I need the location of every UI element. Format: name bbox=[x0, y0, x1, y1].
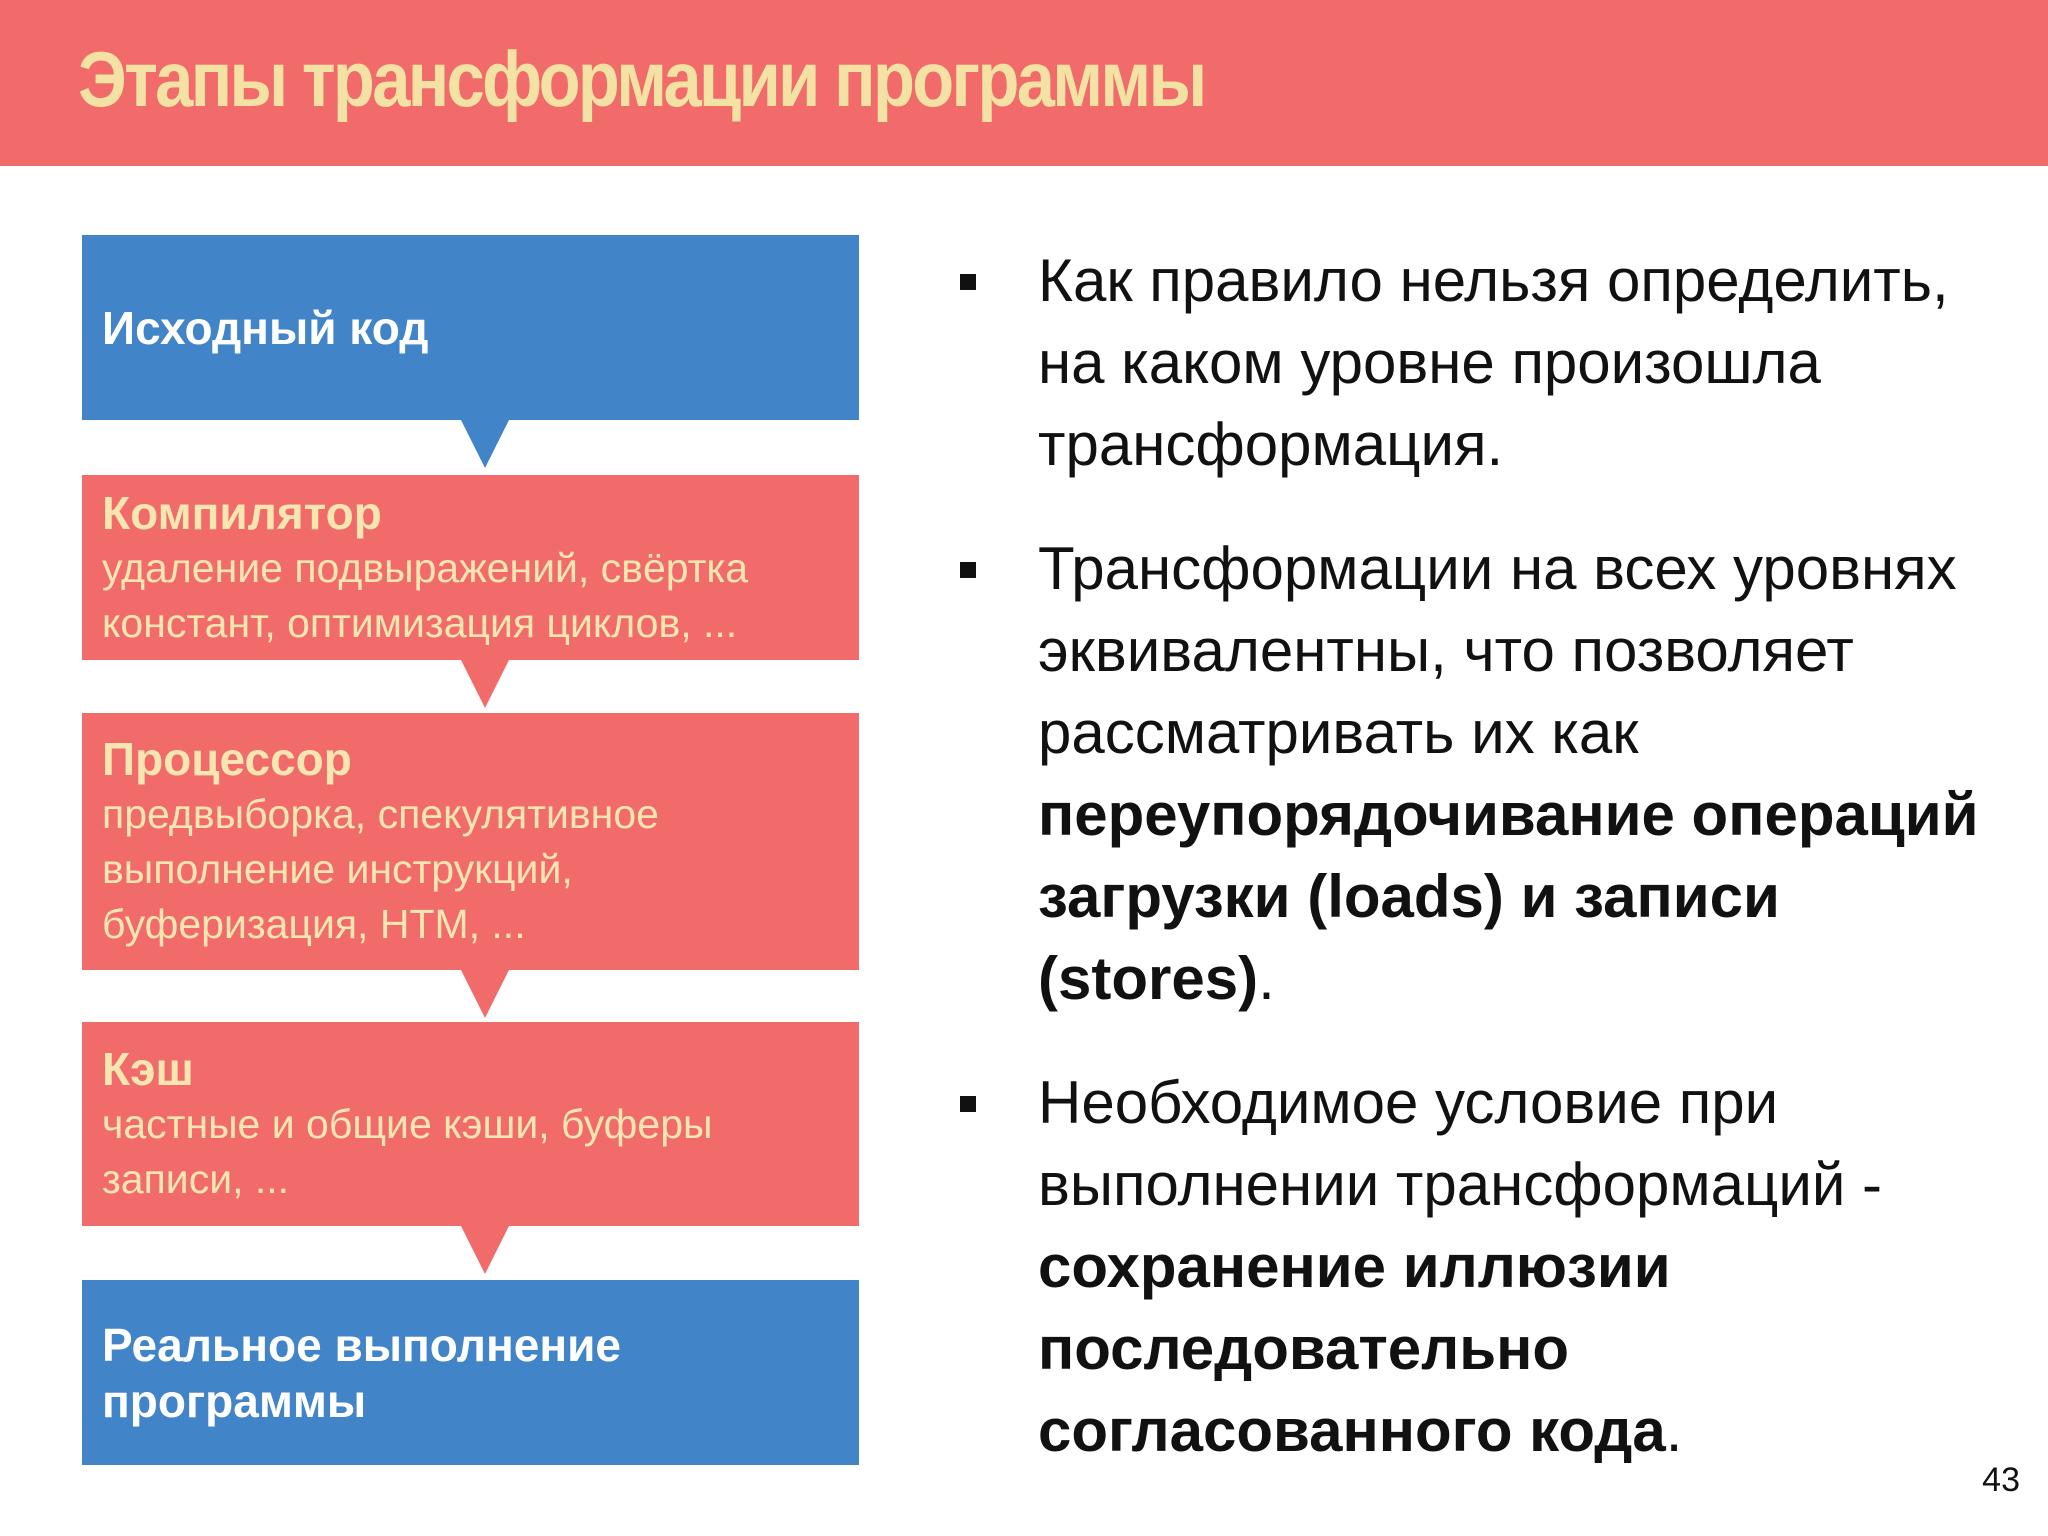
stage-description: предвыборка, спекулятивное выполнение инструкций, буферизация, HTM, ... bbox=[102, 791, 659, 947]
stage-source-code bbox=[82, 235, 859, 420]
bullet-item bbox=[960, 528, 2010, 1020]
arrow-down-icon bbox=[461, 1226, 509, 1274]
bullet-list bbox=[960, 240, 2010, 1472]
arrow-down-icon bbox=[461, 660, 509, 708]
square-bullet-icon bbox=[960, 274, 976, 290]
stage-title: Кэш bbox=[102, 1043, 194, 1095]
square-bullet-icon bbox=[960, 562, 976, 578]
arrow-down-icon bbox=[461, 970, 509, 1018]
bullet-item bbox=[960, 240, 2010, 486]
square-bullet-icon bbox=[960, 1096, 976, 1112]
bullet-item bbox=[960, 1062, 2010, 1472]
bullet-emphasis: переупорядочивание операций загрузки (loads) и записи (stores) bbox=[1038, 781, 1979, 1012]
stage-title: Исходный код bbox=[102, 301, 429, 354]
bullet-text: Необходимое условие при выполнении трансформаций - bbox=[1038, 1069, 1883, 1218]
bullet-text: . bbox=[1665, 1397, 1683, 1464]
stage-description: удаление подвыражений, свёртка констант, оптимизация циклов, ... bbox=[102, 544, 749, 646]
stage-title: Реальное выполнение программы bbox=[102, 1318, 621, 1427]
stage-compiler bbox=[82, 475, 859, 660]
bullet-text: Как правило нельзя определить, на каком уровне произошла трансформация. bbox=[1038, 247, 1949, 478]
stage-processor bbox=[82, 713, 859, 970]
stage-description: частные и общие кэши, буферы записи, ... bbox=[102, 1101, 713, 1202]
bullet-text: Трансформации на всех уровнях эквивалентны, что позволяет рассматривать их как bbox=[1038, 535, 1957, 766]
slide-header bbox=[0, 0, 2048, 166]
slide-title: Этапы трансформации программы bbox=[78, 35, 1205, 123]
page-number: 43 bbox=[1982, 1461, 2020, 1499]
stage-title: Компилятор bbox=[102, 486, 382, 539]
bullet-text: . bbox=[1258, 945, 1275, 1012]
stage-cache bbox=[82, 1022, 859, 1226]
stage-title: Процессор bbox=[102, 733, 352, 785]
bullet-emphasis: сохранение иллюзии последовательно согласованного кода bbox=[1038, 1233, 1671, 1464]
stage-real-execution bbox=[82, 1280, 859, 1465]
arrow-down-icon bbox=[461, 420, 509, 468]
